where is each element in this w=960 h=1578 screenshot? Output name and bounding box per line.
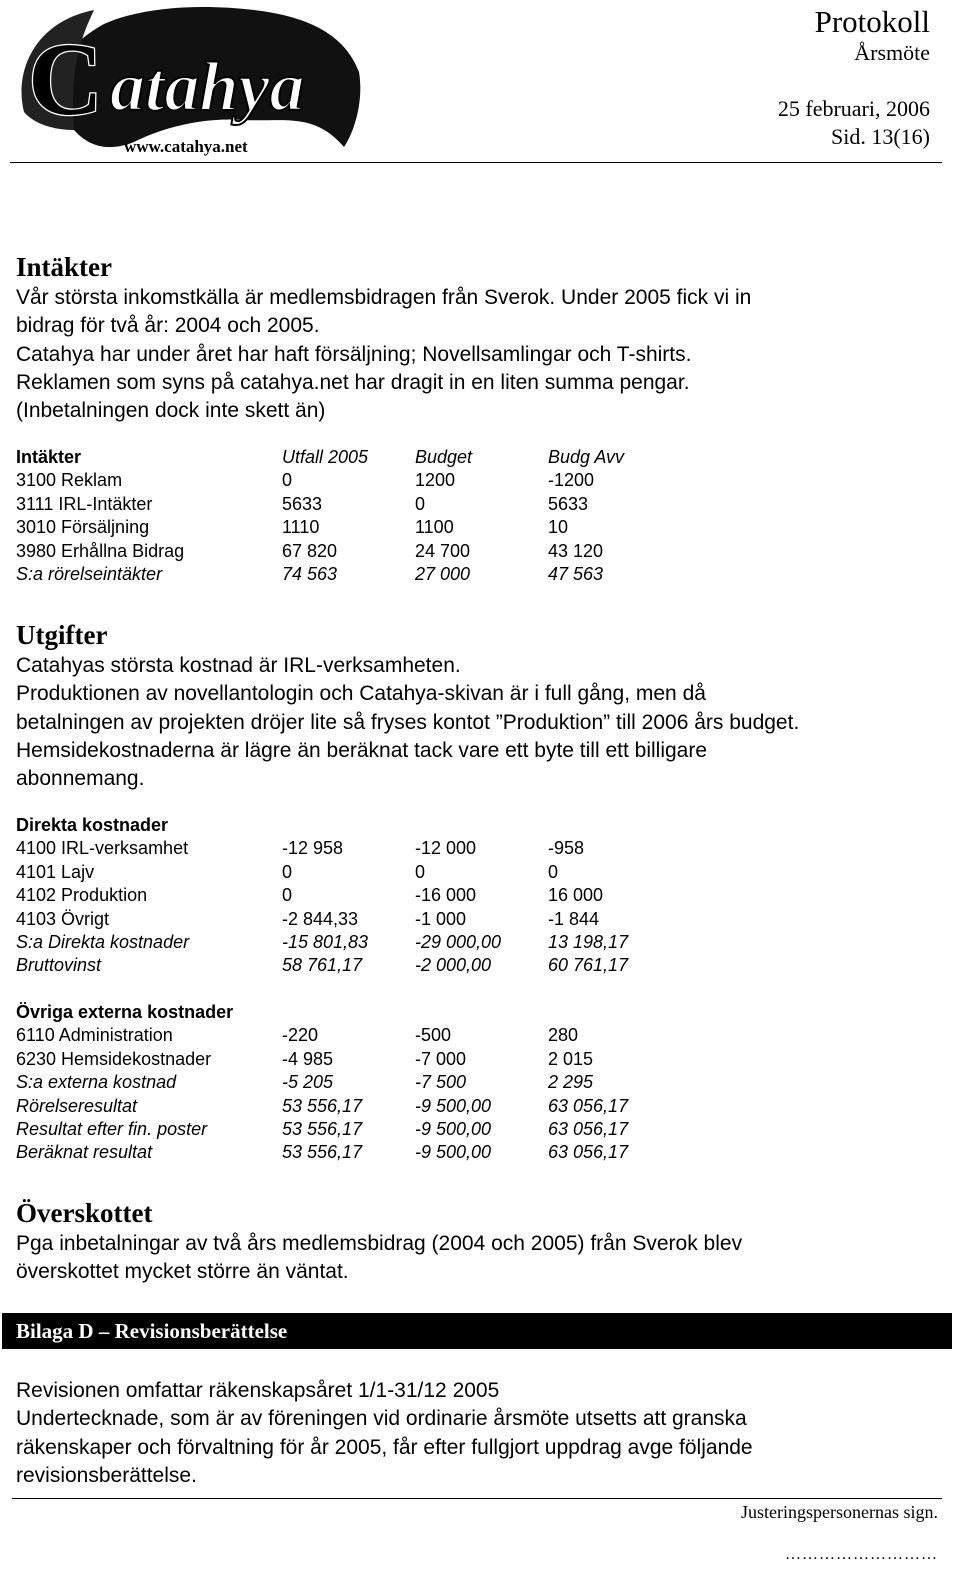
table-cell: 67 820 bbox=[282, 540, 338, 561]
table-header-row bbox=[16, 1001, 668, 1024]
catahya-logo bbox=[14, 2, 364, 160]
direkta-kostnader-table bbox=[16, 814, 668, 978]
table-cell: 5633 bbox=[548, 493, 589, 514]
table-cell: 4102 Produktion bbox=[16, 885, 148, 906]
intakter-line: Catahya har under året har haft försäljning; Novellsamlingar och T-shirts. bbox=[16, 342, 692, 366]
signature-label: Justeringspersonernas sign. bbox=[741, 1502, 938, 1522]
table-row bbox=[16, 1024, 668, 1047]
table-cell: 63 056,17 bbox=[548, 1095, 629, 1116]
table-header-row bbox=[16, 814, 668, 837]
overskottet-line: Pga inbetalningar av två års medlemsbidrag (2004 och 2005) från Sverok blev bbox=[16, 1232, 743, 1255]
table-sum-row bbox=[16, 1118, 668, 1141]
table-cell: 63 056,17 bbox=[548, 1119, 629, 1140]
table-cell: 24 700 bbox=[415, 540, 471, 561]
table-cell: -220 bbox=[282, 1025, 319, 1046]
table-cell: 2 015 bbox=[548, 1048, 594, 1069]
table-cell: 27 000 bbox=[415, 564, 471, 585]
intakter-line: bidrag för två år: 2004 och 2005. bbox=[16, 314, 320, 338]
svg-text:C: C bbox=[28, 22, 104, 137]
table-cell: 47 563 bbox=[548, 564, 604, 585]
table-cell: 0 bbox=[282, 470, 293, 491]
table-cell: 10 bbox=[548, 517, 569, 538]
table-row bbox=[16, 837, 668, 860]
table-cell: S:a rörelseintäkter bbox=[16, 564, 163, 585]
table-row bbox=[16, 469, 668, 492]
table-header-cell: Intäkter bbox=[16, 447, 82, 467]
page-number: Sid. 13(16) bbox=[831, 124, 930, 149]
table-cell: -16 000 bbox=[415, 885, 477, 906]
table-cell: -4 985 bbox=[282, 1048, 334, 1069]
table-sum-row bbox=[16, 563, 668, 586]
table-cell: 16 000 bbox=[548, 885, 604, 906]
table-row bbox=[16, 861, 668, 884]
table-cell: 60 761,17 bbox=[548, 955, 629, 976]
meeting-date: 25 februari, 2006 bbox=[777, 96, 930, 121]
table-header-cell: Budget bbox=[415, 447, 473, 467]
bilaga-heading-bar: Bilaga D – Revisionsberättelse bbox=[2, 1313, 952, 1349]
table-cell: -5 205 bbox=[282, 1072, 334, 1093]
bilaga-section bbox=[16, 1377, 946, 1490]
table-cell: 0 bbox=[548, 861, 559, 882]
table-header-row bbox=[16, 446, 668, 469]
table-cell: 1200 bbox=[415, 470, 456, 491]
table-row bbox=[16, 884, 668, 907]
table-cell: -2 844,33 bbox=[282, 908, 359, 929]
table-sum-row bbox=[16, 1095, 668, 1118]
table-cell: S:a externa kostnad bbox=[16, 1072, 177, 1093]
table-cell: 4103 Övrigt bbox=[16, 908, 110, 929]
overskottet-heading: Överskottet bbox=[16, 1198, 153, 1228]
table-cell: -12 000 bbox=[415, 838, 477, 859]
table-header-cell: Budg Avv bbox=[548, 447, 625, 467]
table-row bbox=[16, 1048, 668, 1071]
table-cell: Bruttovinst bbox=[16, 955, 102, 976]
table-sum-row bbox=[16, 1071, 668, 1094]
table-cell: 2 295 bbox=[548, 1072, 594, 1093]
table-cell: 4101 Lajv bbox=[16, 861, 95, 882]
utgifter-heading: Utgifter bbox=[16, 620, 108, 650]
table-cell: -7 500 bbox=[415, 1072, 467, 1093]
intakter-line: Reklamen som syns på catahya.net har dragit in en liten summa pengar. bbox=[16, 370, 690, 394]
table-cell: Rörelseresultat bbox=[16, 1095, 138, 1116]
table-cell: 280 bbox=[548, 1025, 579, 1046]
table-cell: 0 bbox=[415, 493, 426, 514]
table-cell: -29 000,00 bbox=[415, 932, 502, 953]
table-row bbox=[16, 540, 668, 563]
table-cell: 1110 bbox=[282, 517, 320, 538]
table-cell: -2 000,00 bbox=[415, 955, 492, 976]
table-cell: Beräknat resultat bbox=[16, 1142, 153, 1163]
table-cell: 58 761,17 bbox=[282, 955, 363, 976]
table-cell: -9 500,00 bbox=[415, 1095, 492, 1116]
table-cell: 3100 Reklam bbox=[16, 470, 123, 491]
table-cell: 5633 bbox=[282, 493, 323, 514]
overskottet-line: överskottet mycket större än väntat. bbox=[16, 1260, 349, 1284]
table-cell: 0 bbox=[282, 885, 293, 906]
table-cell: 43 120 bbox=[548, 540, 604, 561]
table-sum-row bbox=[16, 1141, 668, 1164]
svg-text:atahya: atahya bbox=[110, 49, 305, 126]
table-row bbox=[16, 493, 668, 516]
utgifter-line: Catahyas största kostnad är IRL-verksamheten. bbox=[16, 654, 461, 677]
table-cell: 53 556,17 bbox=[282, 1095, 363, 1116]
table-cell: 1100 bbox=[415, 517, 454, 538]
table-cell: -500 bbox=[415, 1025, 452, 1046]
table-row bbox=[16, 516, 668, 539]
table-cell: 53 556,17 bbox=[282, 1119, 363, 1140]
table-header-cell: Utfall 2005 bbox=[282, 447, 369, 467]
bilaga-line: Undertecknade, som är av föreningen vid ordinarie årsmöte utsetts att granska bbox=[16, 1407, 747, 1431]
table-cell: -9 500,00 bbox=[415, 1119, 492, 1140]
table-header-cell: Övriga externa kostnader bbox=[16, 1002, 234, 1022]
table-cell: -1 000 bbox=[415, 908, 467, 929]
intakter-line: Vår största inkomstkälla är medlemsbidragen från Sverok. Under 2005 fick vi in bbox=[16, 286, 752, 309]
table-cell: S:a Direkta kostnader bbox=[16, 932, 190, 953]
intakter-table bbox=[16, 446, 668, 586]
table-cell: 4100 IRL-verksamhet bbox=[16, 838, 189, 859]
table-sum-row bbox=[16, 954, 668, 977]
table-cell: 6110 Administration bbox=[16, 1025, 173, 1046]
table-cell: 0 bbox=[282, 861, 293, 882]
signature-line: ……………………… bbox=[785, 1546, 938, 1563]
document-type: Protokoll bbox=[814, 4, 930, 39]
table-cell: -12 958 bbox=[282, 838, 344, 859]
table-cell: 3010 Försäljning bbox=[16, 517, 150, 538]
intakter-heading: Intäkter bbox=[16, 252, 112, 282]
table-cell: 13 198,17 bbox=[548, 932, 629, 953]
utgifter-line: Produktionen av novellantologin och Catahya-skivan är i full gång, men då bbox=[16, 682, 706, 706]
ovriga-kostnader-table bbox=[16, 1001, 668, 1165]
table-cell: 74 563 bbox=[282, 564, 338, 585]
utgifter-line: abonnemang. bbox=[16, 767, 145, 791]
table-cell: 63 056,17 bbox=[548, 1142, 629, 1163]
table-row bbox=[16, 908, 668, 931]
bilaga-line: Revisionen omfattar räkenskapsåret 1/1-31/12 2005 bbox=[16, 1379, 500, 1402]
logo-url: www.catahya.net bbox=[124, 137, 248, 156]
table-sum-row bbox=[16, 931, 668, 954]
table-cell: -1200 bbox=[548, 470, 595, 491]
bilaga-line: räkenskaper och förvaltning för år 2005, får efter fullgjort uppdrag avge följande bbox=[16, 1435, 753, 1459]
table-cell: 0 bbox=[415, 861, 426, 882]
bilaga-line: revisionsberättelse. bbox=[16, 1463, 197, 1487]
utgifter-line: Hemsidekostnaderna är lägre än beräknat tack vare ett byte till ett billigare bbox=[16, 738, 708, 762]
table-cell: -15 801,83 bbox=[282, 932, 369, 953]
catahya-logo-graphic bbox=[14, 2, 364, 160]
utgifter-section bbox=[16, 620, 946, 793]
table-header-cell: Direkta kostnader bbox=[16, 815, 169, 835]
table-cell: 3980 Erhållna Bidrag bbox=[16, 540, 185, 561]
table-cell: Resultat efter fin. poster bbox=[16, 1119, 208, 1140]
table-cell: 53 556,17 bbox=[282, 1142, 363, 1163]
table-cell: -7 000 bbox=[415, 1048, 467, 1069]
header-divider bbox=[10, 162, 942, 163]
table-cell: -1 844 bbox=[548, 908, 600, 929]
footer-divider bbox=[12, 1498, 942, 1499]
table-cell: 3111 IRL-Intäkter bbox=[16, 493, 153, 514]
table-cell: -9 500,00 bbox=[415, 1142, 492, 1163]
table-cell: 6230 Hemsidekostnader bbox=[16, 1048, 212, 1069]
table-cell: -958 bbox=[548, 838, 585, 859]
meeting-type: Årsmöte bbox=[854, 40, 930, 65]
intakter-line: (Inbetalningen dock inte skett än) bbox=[16, 399, 326, 423]
intakter-section bbox=[16, 252, 946, 425]
overskottet-section bbox=[16, 1198, 946, 1287]
utgifter-line: betalningen av projekten dröjer lite så fryses kontot ”Produktion” till 2006 års budget. bbox=[16, 710, 800, 734]
